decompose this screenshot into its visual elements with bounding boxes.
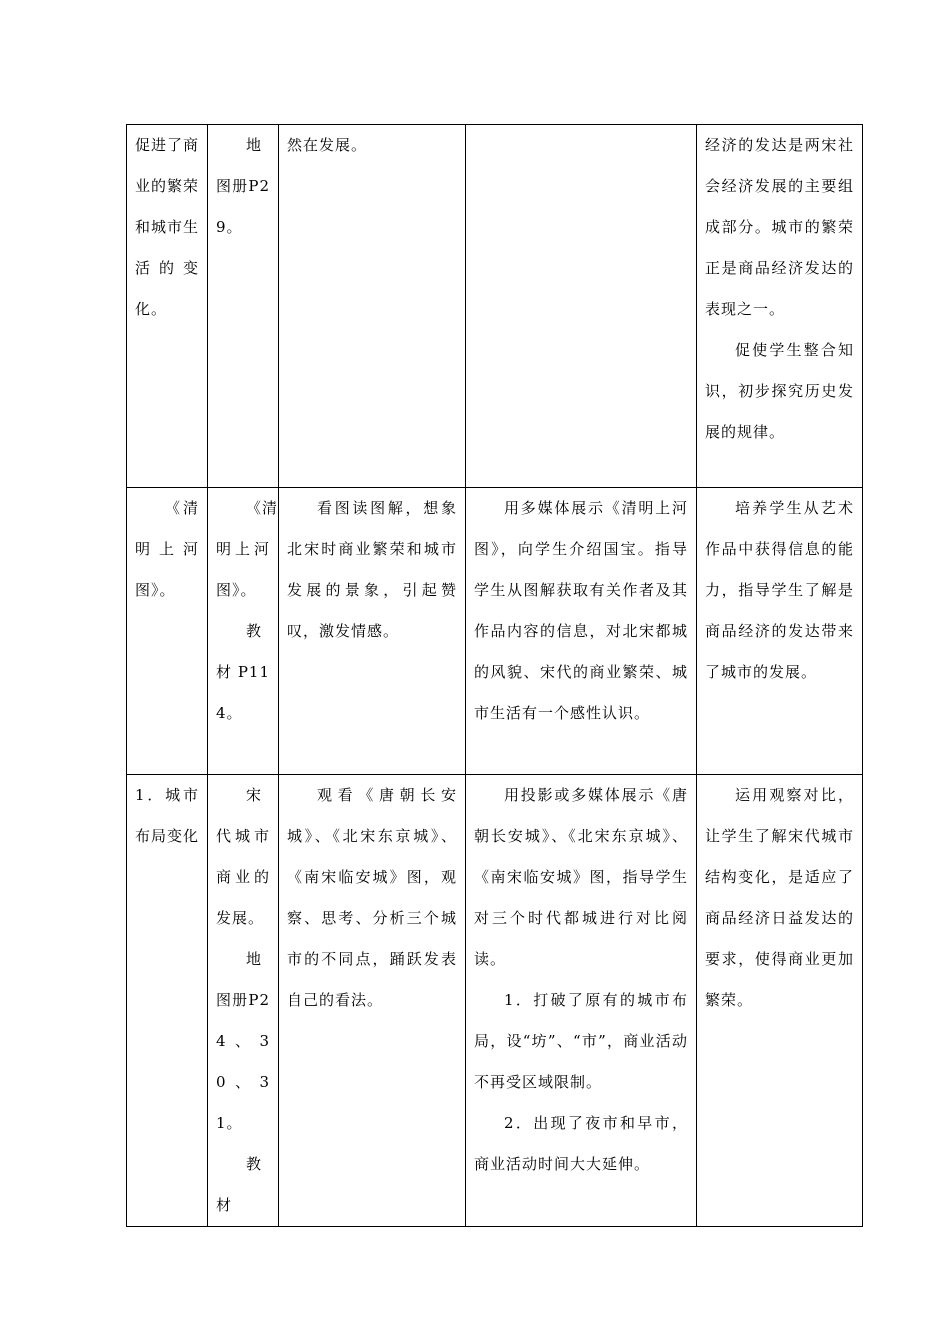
material-cell	[208, 488, 279, 775]
student-activity-cell	[279, 488, 466, 775]
cell-text: 然在发展。	[287, 136, 368, 154]
cell-text: 促使学生整合知识，初步探究历史发展的规律。	[705, 341, 854, 441]
cell-text: 促进了商业的繁荣和城市生活的变化。	[135, 136, 200, 318]
student-activity-cell	[279, 125, 466, 488]
teacher-activity-cell	[466, 488, 697, 775]
cell-text: 1．打破了原有的城市布局，设“坊”、“市”，商业活动不再受区域限制。	[474, 991, 688, 1091]
cell-text: 用多媒体展示《清明上河图》，向学生介绍国宝。指导学生从图解获取有关作者及其作品内容的信息，对北宋都城的风貌、宋代的商业繁荣、城市生活有一个感性认识。	[474, 499, 688, 722]
material-cell	[208, 125, 279, 488]
cell-text: 地图册P24、30、31。	[216, 950, 270, 1132]
table-row	[127, 775, 863, 1227]
cell-text: 2．出现了夜市和早市，商业活动时间大大延伸。	[474, 1114, 688, 1173]
cell-text: 培养学生从艺术作品中获得信息的能力，指导学生了解是商品经济的发达带来了城市的发展。	[705, 499, 854, 681]
cell-text: 1．城市布局变化	[135, 786, 200, 845]
cell-text: 经济的发达是两宋社会经济发展的主要组成部分。城市的繁荣正是商品经济发达的表现之一。	[705, 136, 854, 318]
topic-cell	[127, 775, 208, 1227]
table-row	[127, 125, 863, 488]
cell-text: 《清明上河图》。	[135, 499, 199, 599]
design-intent-cell	[697, 775, 863, 1227]
cell-text: 教材	[216, 1155, 263, 1214]
cell-text: 看图读图解，想象北宋时商业繁荣和城市发展的景象，引起赞叹，激发情感。	[287, 499, 457, 640]
cell-text: 地图册P29。	[216, 136, 270, 236]
design-intent-cell	[697, 125, 863, 488]
design-intent-cell	[697, 488, 863, 775]
topic-cell	[127, 488, 208, 775]
topic-cell	[127, 125, 208, 488]
lesson-plan-table	[126, 124, 863, 1227]
cell-text: 运用观察对比，让学生了解宋代城市结构变化，是适应了商品经济日益发达的要求，使得商业更加繁荣。	[705, 786, 854, 1009]
teacher-activity-cell	[466, 125, 697, 488]
table-row	[127, 488, 863, 775]
cell-text: 用投影或多媒体展示《唐朝长安城》、《北宋东京城》、《南宋临安城》图，指导学生对三个时代都城进行对比阅读。	[474, 786, 688, 968]
student-activity-cell	[279, 775, 466, 1227]
cell-text: 教材P114。	[216, 622, 270, 722]
cell-text: 观看《唐朝长安城》、《北宋东京城》、《南宋临安城》图，观察、思考、分析三个城市的不同点，踊跃发表自己的看法。	[287, 786, 457, 1009]
cell-text: 宋代城市商业的发展。	[216, 786, 270, 927]
cell-text: 《清明上河图》。	[216, 499, 279, 599]
teacher-activity-cell	[466, 775, 697, 1227]
material-cell	[208, 775, 279, 1227]
